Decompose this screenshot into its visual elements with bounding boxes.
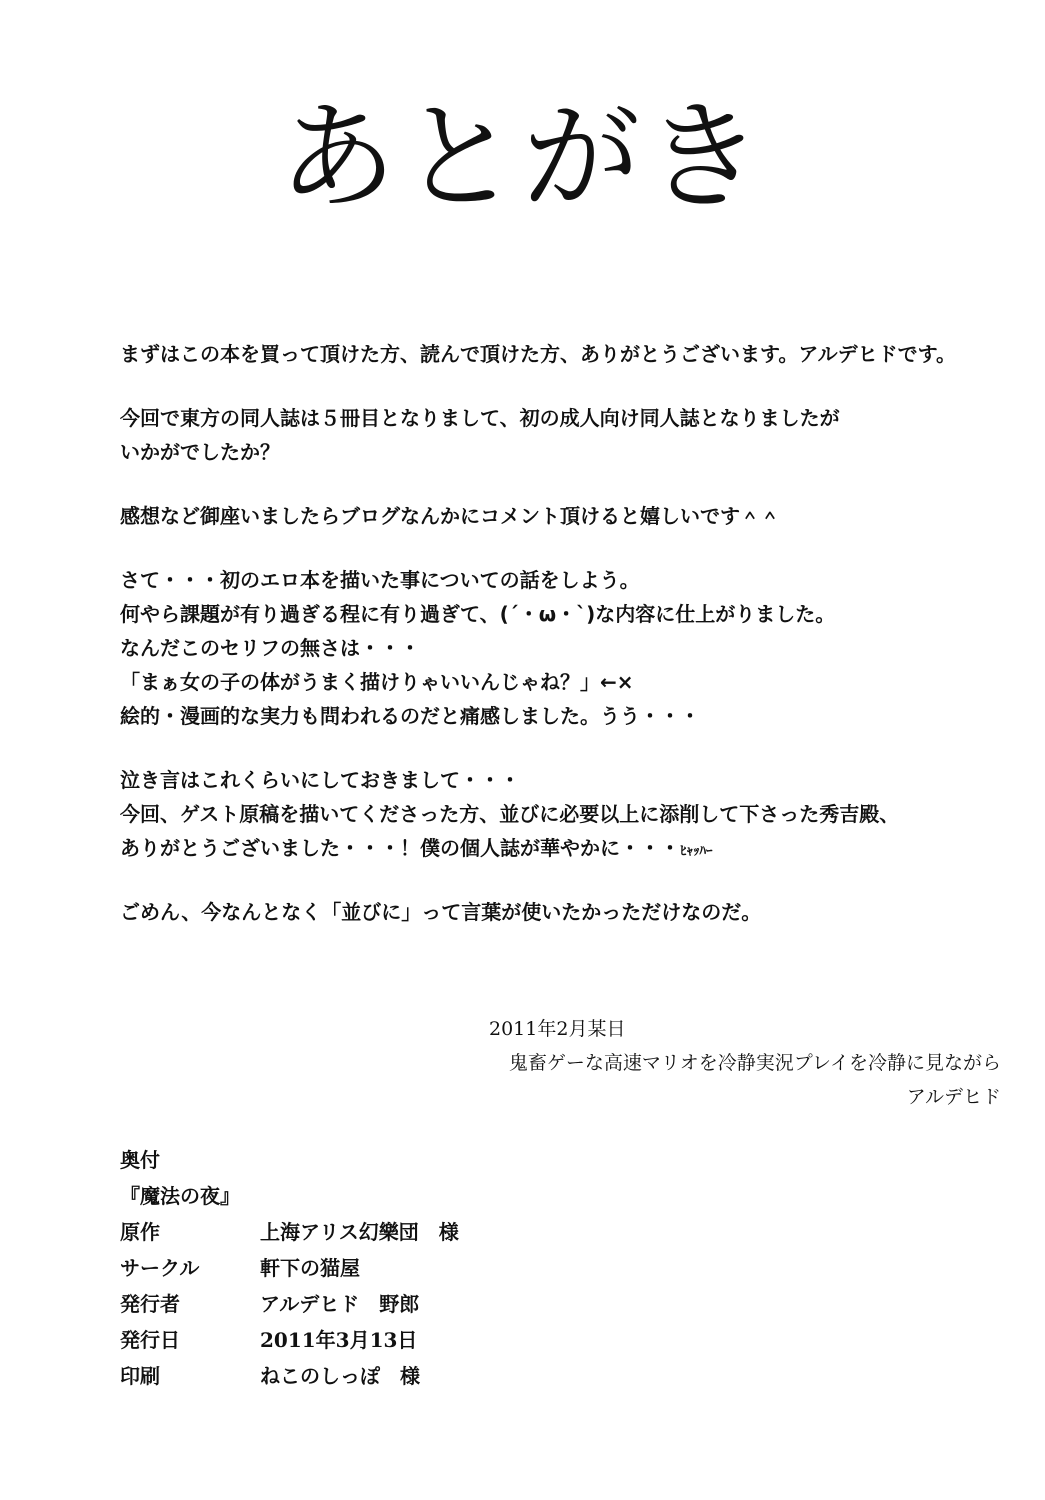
text-line: なんだこのセリフの無さは・・・ (120, 636, 420, 660)
thanks-small: ﾋｬｯﾊｰ (680, 844, 713, 859)
colophon-heading: 奥付 (120, 1148, 160, 1172)
text-line: 今回で東方の同人誌は５冊目となりまして、初の成人向け同人誌となりましたが (120, 406, 840, 430)
colophon-value: アルデヒド 野郎 (260, 1292, 420, 1316)
colophon-book-title: 『魔法の夜』 (120, 1184, 240, 1208)
text-line: 絵的・漫画的な実力も問われるのだと痛感しました。うう・・・ (120, 704, 700, 728)
signature-author: アルデヒド (906, 1086, 1001, 1108)
page-title: あとがき (278, 88, 767, 226)
colophon-value: ねこのしっぽ 様 (260, 1364, 420, 1388)
text-line: 感想など御座いましたらブログなんかにコメント頂けると嬉しいです＾＾ (120, 504, 780, 528)
colophon-value: 上海アリス幻樂団 様 (260, 1220, 459, 1244)
colophon-label: 発行者 (120, 1292, 180, 1316)
colophon-label: サークル (120, 1256, 200, 1280)
text-line: 今回、ゲスト原稿を描いてくださった方、並びに必要以上に添削して下さった秀吉殿、 (120, 802, 900, 826)
signature-note: 鬼畜ゲーな高速マリオを冷静実況プレイを冷静に見ながら (508, 1052, 1001, 1074)
colophon-row-circle (120, 1250, 820, 1286)
colophon-row-publisher (120, 1286, 820, 1322)
colophon-label: 印刷 (120, 1364, 160, 1388)
colophon (120, 1142, 820, 1394)
thanks-main: ありがとうございました・・・！僕の個人誌が華やかに・・・ (120, 836, 680, 860)
paragraph-thanks (120, 763, 1020, 865)
paragraph-intro (120, 401, 1020, 469)
afterword-body (120, 337, 1020, 959)
colophon-row-printer (120, 1358, 820, 1394)
colophon-value: 軒下の猫屋 (260, 1256, 360, 1280)
colophon-row-original (120, 1214, 820, 1250)
text-line: いかがでしたか？ (120, 440, 280, 464)
signature-date: 2011年2月某日 (489, 1018, 626, 1040)
signature-block (481, 1012, 1001, 1114)
paragraph-reflection (120, 563, 1020, 733)
text-line: 「まぁ女の子の体がうまく描けりゃいいんじゃね？」←× (120, 670, 634, 694)
paragraph-comments (120, 499, 1020, 533)
colophon-row-date (120, 1322, 820, 1358)
text-line: ごめん、今なんとなく「並びに」って言葉が使いたかっただけなのだ。 (120, 900, 762, 924)
colophon-value: 2011年3月13日 (260, 1328, 418, 1352)
paragraph-greeting (120, 337, 1020, 371)
thanks-line (120, 831, 1020, 865)
colophon-label: 発行日 (120, 1328, 180, 1352)
text-line: 泣き言はこれくらいにしておきまして・・・ (120, 768, 520, 792)
text-line: 何やら課題が有り過ぎる程に有り過ぎて、(´・ω・`)な内容に仕上がりました。 (120, 602, 836, 626)
text-line: まずはこの本を買って頂けた方、読んで頂けた方、ありがとうございます。アルデヒドです。 (120, 342, 956, 366)
paragraph-closing (120, 895, 1020, 929)
colophon-label: 原作 (120, 1220, 160, 1244)
text-line: さて・・・初のエロ本を描いた事についての話をしよう。 (120, 568, 640, 592)
